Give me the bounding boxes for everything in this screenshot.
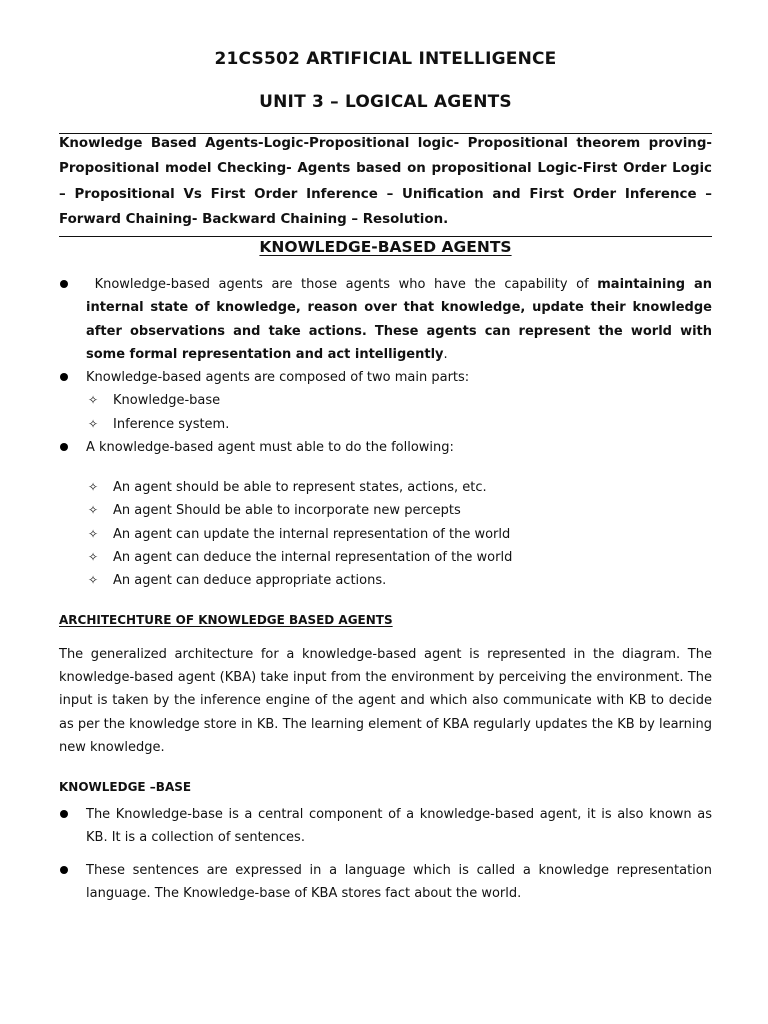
list-item: [59, 366, 712, 389]
sub-list-item: [59, 476, 712, 499]
sub-item-text: Inference system.: [113, 416, 230, 432]
list-item: [59, 859, 712, 906]
sub-list-item: [59, 389, 712, 412]
four-point-star-icon: ✧: [88, 416, 99, 431]
sub-list-item: [59, 569, 712, 592]
kb-bullet-list-2: [59, 859, 712, 906]
four-point-star-icon: ✧: [88, 526, 99, 541]
four-point-star-icon: ✧: [88, 393, 99, 408]
bullet-dot-icon: [60, 443, 68, 451]
four-point-star-icon: ✧: [88, 573, 99, 588]
kb-bullet-list: [59, 803, 712, 850]
unit-title: UNIT 3 – LOGICAL AGENTS: [259, 92, 512, 112]
bullet-text-bold: maintaining an internal state of knowledge, reason over that knowledge, update their knowledge after observations and take actions. These agents can represent the world with some formal representation and act intelligently: [86, 277, 713, 362]
sub-item-text: An agent can deduce appropriate actions.: [113, 573, 387, 589]
sub-list-item: [59, 413, 712, 436]
kba-heading: KNOWLEDGE-BASED AGENTS: [259, 238, 512, 256]
bullet-text-prefix: Knowledge-based agents are those agents who have the capability of: [94, 277, 598, 292]
sub-list-item: [59, 546, 712, 569]
bullet-dot-icon: [60, 373, 68, 381]
bullet-dot-icon: [60, 280, 68, 288]
bullet-text: Knowledge-based agents are composed of two main parts:: [86, 370, 470, 386]
sub-item-text: An agent can deduce the internal representation of the world: [113, 549, 513, 565]
bullet-text: [86, 273, 712, 366]
sub-item-text: An agent Should be able to incorporate new percepts: [113, 503, 461, 519]
bullet-text: A knowledge-based agent must able to do the following:: [86, 440, 454, 456]
bullet-dot-icon: [60, 810, 68, 818]
list-item: [59, 436, 712, 459]
unit-topics: Knowledge Based Agents-Logic-Propositional logic- Propositional theorem proving-Propositional model Checking- Agents based on propositional Logic-First Order Logic – Propositional Vs First Order Inference – Unification and First Order Inference – Forward Chaining- Backward Chaining – Resolution.: [59, 136, 712, 227]
sub-item-text: Knowledge-base: [113, 393, 221, 409]
ability-list: [59, 476, 712, 592]
sub-list-item: [59, 523, 712, 546]
architecture-heading: ARCHITECHTURE OF KNOWLEDGE BASED AGENTS: [59, 613, 393, 627]
bullet-text-suffix: .: [443, 346, 448, 362]
knowledge-base-heading: KNOWLEDGE –BASE: [59, 780, 192, 794]
bullet-text: The Knowledge-base is a central component of a knowledge-based agent, it is also known as KB. It is a collection of sentences.: [86, 807, 712, 846]
bullet-dot-icon: [60, 866, 68, 874]
list-item: [59, 803, 712, 850]
course-title: 21CS502 ARTIFICIAL INTELLIGENCE: [214, 49, 557, 69]
four-point-star-icon: ✧: [88, 503, 99, 518]
bullet-text: These sentences are expressed in a language which is called a knowledge representation language. The Knowledge-base of KBA stores fact about the world.: [86, 863, 712, 902]
sub-item-text: An agent should be able to represent states, actions, etc.: [113, 480, 487, 495]
sub-list-item: [59, 499, 712, 522]
list-item: [59, 273, 712, 366]
sub-item-text: An agent can update the internal representation of the world: [113, 526, 511, 542]
kba-bullet-list: [59, 273, 712, 459]
four-point-star-icon: ✧: [88, 480, 99, 494]
four-point-star-icon: ✧: [88, 549, 99, 564]
architecture-paragraph: The generalized architecture for a knowledge-based agent is represented in the diagram. The knowledge-based agent (KBA) take input from the environment by perceiving the environment. The input is taken by the inference engine of the agent and which also communicate with KB to decide as per the knowledge store in KB. The learning element of KBA regularly updates the KB by learning new knowledge.: [59, 647, 712, 755]
